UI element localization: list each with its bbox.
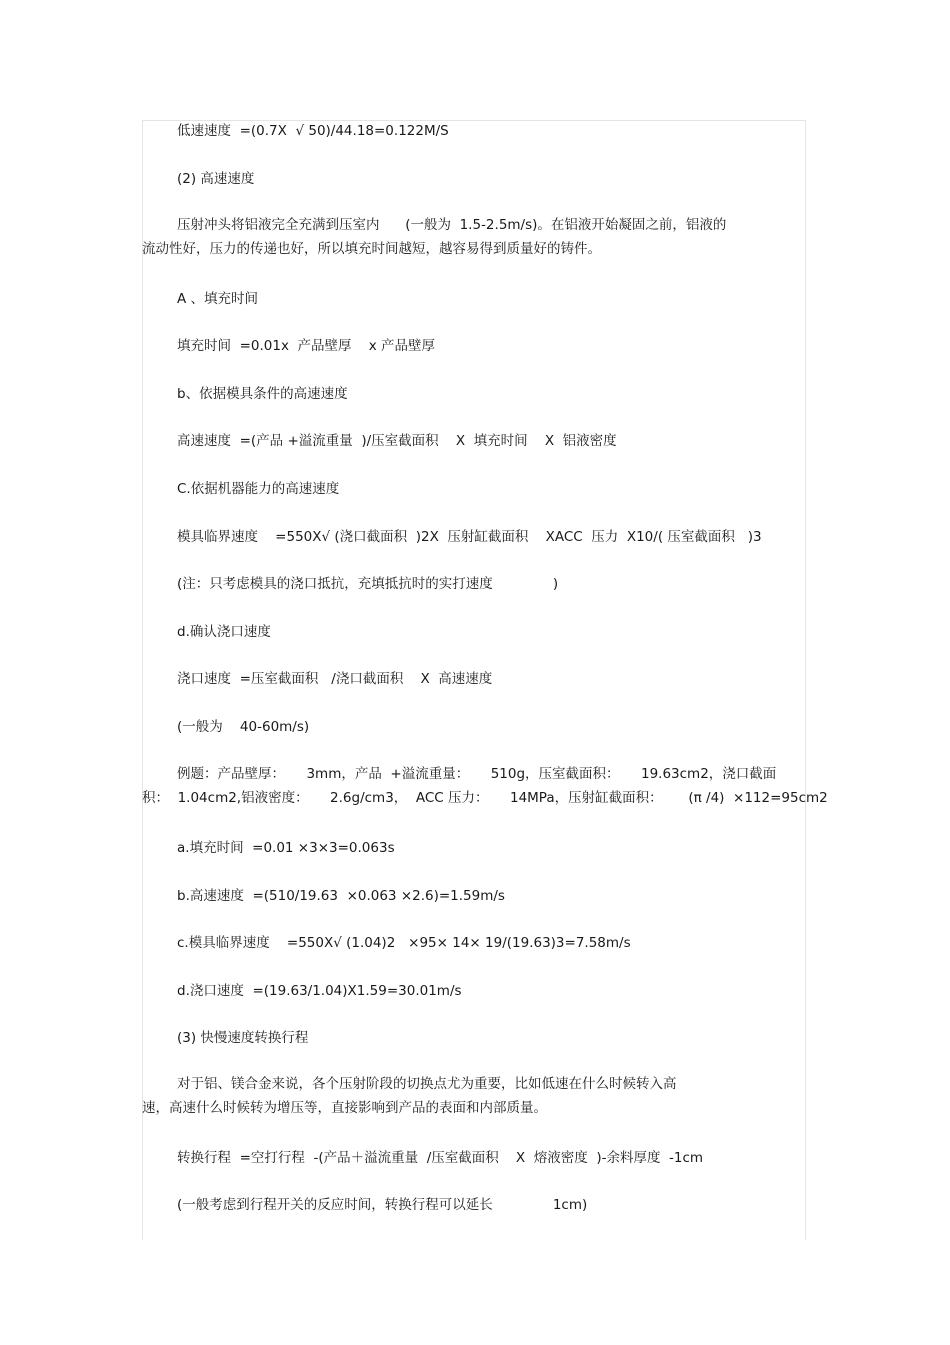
paragraph-line: 流动性好，压力的传递也好，所以填充时间越短，越容易得到质量好的铸件。 bbox=[142, 241, 601, 257]
paragraph-switch-points bbox=[142, 1072, 807, 1120]
paragraph-line: 速，高速什么时候转为增压等，直接影响到产品的表面和内部质量。 bbox=[142, 1100, 547, 1116]
fill-time-formula: 填充时间 =0.01x 产品壁厚 x 产品壁厚 bbox=[177, 338, 435, 354]
calc-a: a.填充时间 =0.01 ×3×3=0.063s bbox=[177, 840, 395, 856]
paragraph-line: 对于铝、镁合金来说，各个压射阶段的切换点尤为重要，比如低速在什么时候转入高 bbox=[177, 1076, 677, 1092]
item-a-heading: A 、填充时间 bbox=[177, 291, 259, 307]
paragraph-fill-speed bbox=[142, 213, 807, 261]
switch-note: (一般考虑到行程开关的反应时间，转换行程可以延长 1cm) bbox=[177, 1197, 588, 1213]
item-b-heading: b、依据模具条件的高速速度 bbox=[177, 386, 348, 402]
switch-stroke-formula: 转换行程 =空打行程 -(产品＋溢流重量 /压室截面积 X 熔液密度 )-余料厚度 -1cm bbox=[177, 1150, 704, 1166]
example-paragraph bbox=[142, 762, 828, 810]
critical-speed-formula: 模具临界速度 =550X√ (浇口截面积 )2X 压射缸截面积 XACC 压力 X10/( 压室截面积 )3 bbox=[177, 529, 762, 545]
low-speed-formula: 低速速度 =(0.7X √ 50)/44.18=0.122M/S bbox=[177, 123, 449, 139]
item-c-heading: C.依据机器能力的高速速度 bbox=[177, 481, 340, 497]
gate-speed-range: (一般为 40-60m/s) bbox=[177, 719, 310, 735]
paragraph-line: 例题：产品壁厚： 3mm，产品 +溢流重量： 510g，压室截面积： 19.63cm2，浇口截面 bbox=[177, 766, 777, 782]
section-3-heading: (3) 快慢速度转换行程 bbox=[177, 1030, 309, 1046]
item-d-heading: d.确认浇口速度 bbox=[177, 624, 271, 640]
high-speed-formula: 高速速度 =(产品 +溢流重量 )/压室截面积 X 填充时间 X 铝液密度 bbox=[177, 433, 617, 449]
calc-b: b.高速速度 =(510/19.63 ×0.063 ×2.6)=1.59m/s bbox=[177, 888, 505, 904]
paragraph-line: 压射冲头将铝液完全充满到压室内 (一般为 1.5-2.5m/s)。在铝液开始凝固之前，铝液的 bbox=[177, 217, 727, 233]
gate-speed-formula: 浇口速度 =压室截面积 /浇口截面积 X 高速速度 bbox=[177, 671, 493, 687]
paragraph-line: 积： 1.04cm2,铝液密度： 2.6g/cm3， ACC 压力： 14MPa，压射缸截面积： (π /4) ×112=95cm2 bbox=[142, 790, 828, 806]
calc-d: d.浇口速度 =(19.63/1.04)X1.59=30.01m/s bbox=[177, 983, 462, 999]
section-2-heading: (2) 高速速度 bbox=[177, 171, 255, 187]
note-line: (注：只考虑模具的浇口抵抗，充填抵抗时的实打速度 ) bbox=[177, 576, 559, 592]
calc-c: c.模具临界速度 =550X√ (1.04)2 ×95× 14× 19/(19.63)3=7.58m/s bbox=[177, 935, 631, 951]
